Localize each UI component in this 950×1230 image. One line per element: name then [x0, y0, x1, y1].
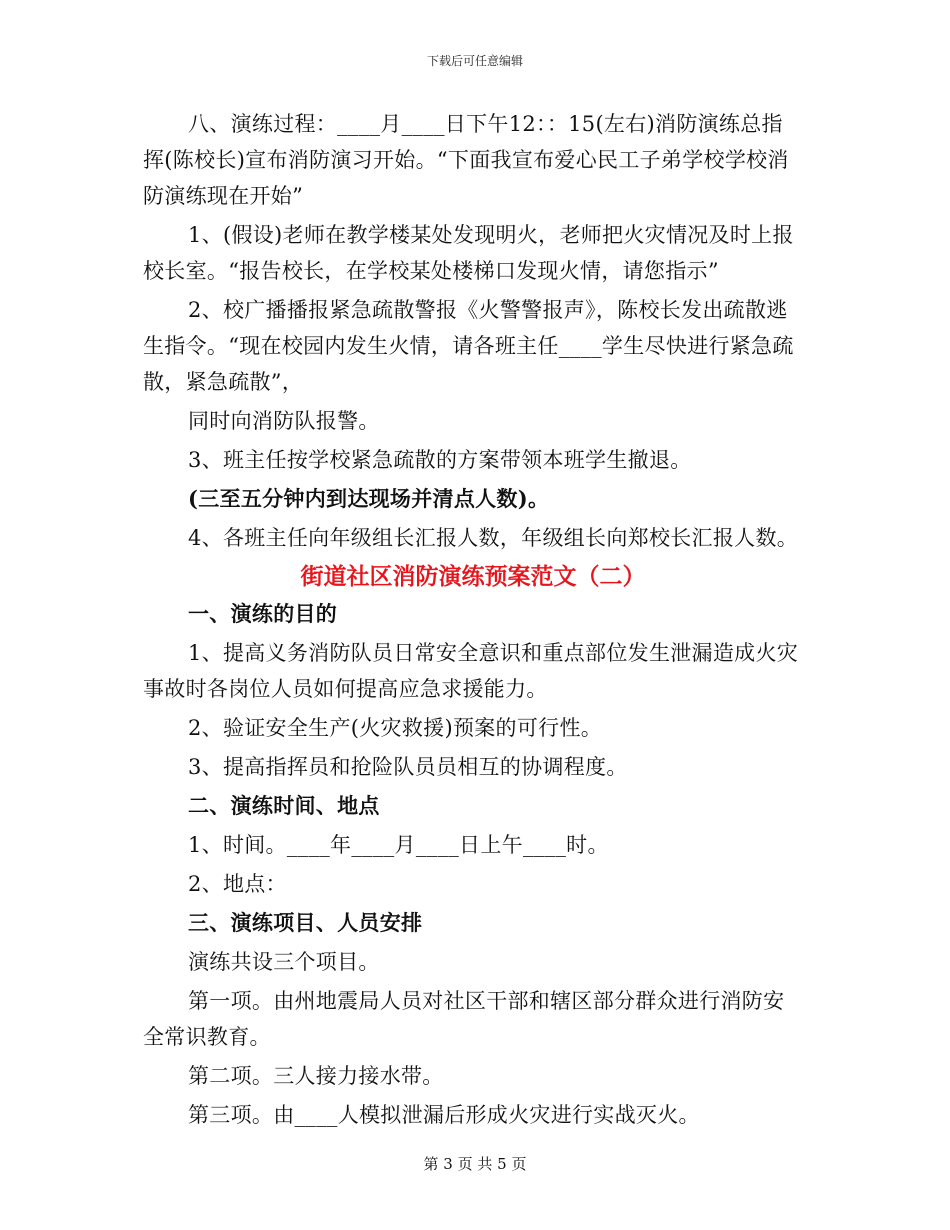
paragraph-step-1: 1、(假设)老师在教学楼某处发现明火，老师把火灾情况及时上报校长室。“报告校长，在学校某处楼梯口发现火情，请您指示” [143, 223, 794, 283]
paragraph-item-2: 第二项。三人接力接水带。 [188, 1064, 444, 1088]
page-header: 下载后可任意编辑 [426, 54, 523, 68]
paragraph-drill-process: 八、演练过程：____月____日下午12：：15(左右)消防演练总指挥(陈校长)宣布消防演习开始。“下面我宣布爱心民工子弟学校学校消防演练现在开始” [143, 112, 789, 208]
document-body [143, 106, 803, 1133]
paragraph-alarm: 同时向消防队报警。 [188, 409, 380, 433]
section-title: 街道社区消防演练预案范文（二） [300, 563, 646, 590]
page-footer: 第 3 页 共 5 页 [423, 1155, 527, 1173]
paragraph-items-count: 演练共设三个项目。 [188, 950, 380, 974]
paragraph-purpose-1: 1、提高义务消防队员日常安全意识和重点部位发生泄漏造成火灾事故时各岗位人员如何提高应急求援能力。 [143, 641, 799, 701]
paragraph-time: 1、时间。____年____月____日上午____时。 [188, 833, 609, 857]
heading-purpose: 一、演练的目的 [188, 601, 338, 626]
paragraph-purpose-2: 2、验证安全生产(火灾救援)预案的可行性。 [188, 716, 603, 740]
paragraph-item-1: 第一项。由州地震局人员对社区干部和辖区部分群众进行消防安全常识教育。 [143, 989, 785, 1049]
paragraph-step-3: 3、班主任按学校紧急疏散的方案带领本班学生撤退。 [188, 448, 692, 472]
heading-items-staff: 三、演练项目、人员安排 [188, 910, 423, 935]
paragraph-purpose-3: 3、提高指挥员和抢险队员员相互的协调程度。 [188, 755, 628, 779]
paragraph-headcount-note: (三至五分钟内到达现场并清点人数)。 [188, 486, 550, 511]
paragraph-step-4: 4、各班主任向年级组长汇报人数，年级组长向郑校长汇报人数。 [188, 526, 799, 550]
paragraph-step-2: 2、校广播播报紧急疏散警报《火警警报声》，陈校长发出疏散逃生指令。“现在校园内发生火情，请各班主任____学生尽快进行紧急疏散，紧急疏散”， [143, 298, 794, 394]
paragraph-place: 2、地点： [188, 872, 287, 896]
heading-time-place: 二、演练时间、地点 [188, 793, 380, 818]
paragraph-item-3: 第三项。由____人模拟泄漏后形成火灾进行实战灭火。 [188, 1103, 700, 1127]
